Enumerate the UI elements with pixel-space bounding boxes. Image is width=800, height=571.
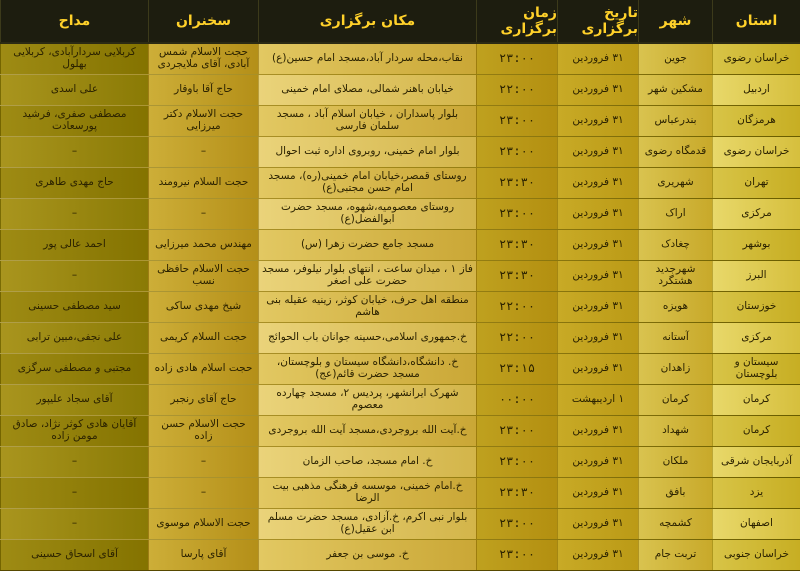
speaker-cell: – — [148, 478, 258, 508]
header-province: استان — [712, 0, 800, 42]
eulogist-cell: احمد عالی پور — [0, 230, 148, 260]
province-cell: هرمزگان — [712, 106, 800, 136]
speaker-cell: حاج آقای رنجبر — [148, 385, 258, 415]
eulogist-cell: – — [0, 478, 148, 508]
eulogist-cell: – — [0, 447, 148, 477]
header-speaker: سخنران — [148, 0, 258, 42]
table-row — [0, 137, 800, 168]
city-cell: شهریری — [638, 168, 712, 198]
place-cell: خ.جمهوری اسلامی،حسینه جوانان باب الحوائج — [258, 323, 476, 353]
city-cell: بندرعباس — [638, 106, 712, 136]
place-cell: مسجد جامع حضرت زهرا (س) — [258, 230, 476, 260]
table-row — [0, 44, 800, 75]
time-cell: ۲۳:۳۰ — [476, 261, 557, 291]
eulogist-cell: حاج مهدی طاهری — [0, 168, 148, 198]
header-time: زمان برگزاری — [476, 0, 557, 42]
speaker-cell: شیخ مهدی ساکی — [148, 292, 258, 322]
table-row — [0, 540, 800, 571]
date-cell: ۳۱ فروردین — [557, 106, 638, 136]
time-cell: ۲۳:۰۰ — [476, 106, 557, 136]
date-cell: ۳۱ فروردین — [557, 230, 638, 260]
time-cell: ۲۳:۰۰ — [476, 44, 557, 74]
city-cell: شهرجدید هشتگرد — [638, 261, 712, 291]
eulogist-cell: آقای اسحاق حسینی — [0, 540, 148, 570]
table-row — [0, 509, 800, 540]
date-cell: ۳۱ فروردین — [557, 323, 638, 353]
city-cell: قدمگاه رضوی — [638, 137, 712, 167]
speaker-cell: حجت الاسلام دکتر میرزایی — [148, 106, 258, 136]
province-cell: سیستان و بلوچستان — [712, 354, 800, 384]
date-cell: ۳۱ فروردین — [557, 75, 638, 105]
eulogist-cell: – — [0, 137, 148, 167]
city-cell: بافق — [638, 478, 712, 508]
time-cell: ۲۲:۰۰ — [476, 75, 557, 105]
city-cell: تربت جام — [638, 540, 712, 570]
speaker-cell: حجت الاسلام حسن زاده — [148, 416, 258, 446]
city-cell: اراک — [638, 199, 712, 229]
header-date: تاریخ برگزاری — [557, 0, 638, 42]
time-cell: ۲۲:۰۰ — [476, 292, 557, 322]
place-cell: خ. امام مسجد، صاحب الزمان — [258, 447, 476, 477]
speaker-cell: – — [148, 199, 258, 229]
place-cell: خ. موسی بن جعفر — [258, 540, 476, 570]
time-cell: ۲۳:۰۰ — [476, 540, 557, 570]
place-cell: خیابان باهنر شمالی، مصلای امام خمینی — [258, 75, 476, 105]
time-cell: ۲۳:۰۰ — [476, 509, 557, 539]
speaker-cell: حجت الاسلام شمس آبادی، آقای ملایجردی — [148, 44, 258, 74]
date-cell: ۳۱ فروردین — [557, 478, 638, 508]
place-cell: بلوار امام خمینی، روبروی اداره ثبت احوال — [258, 137, 476, 167]
table-row — [0, 168, 800, 199]
speaker-cell: – — [148, 137, 258, 167]
date-cell: ۳۱ فروردین — [557, 509, 638, 539]
date-cell: ۳۱ فروردین — [557, 354, 638, 384]
eulogist-cell: مصطفی صفری، فرشید پورسعادت — [0, 106, 148, 136]
place-cell: نقاب،محله سردار آباد،مسجد امام حسین(ع) — [258, 44, 476, 74]
date-cell: ۳۱ فروردین — [557, 292, 638, 322]
province-cell: بوشهر — [712, 230, 800, 260]
time-cell: ۲۳:۳۰ — [476, 168, 557, 198]
table-header — [0, 0, 800, 44]
city-cell: جوین — [638, 44, 712, 74]
table-row — [0, 323, 800, 354]
city-cell: شهداد — [638, 416, 712, 446]
eulogist-cell: کربلایی سردارآبادی، کربلایی بهلول — [0, 44, 148, 74]
place-cell: روستای معصومیه،شهوه، مسجد حضرت ابوالفضل(ع) — [258, 199, 476, 229]
time-cell: ۰۰:۰۰ — [476, 385, 557, 415]
speaker-cell: حجت اسلام هادی زاده — [148, 354, 258, 384]
eulogist-cell: آقای سجاد علیپور — [0, 385, 148, 415]
table-row — [0, 261, 800, 292]
date-cell: ۳۱ فروردین — [557, 261, 638, 291]
city-cell: زاهدان — [638, 354, 712, 384]
date-cell: ۳۱ فروردین — [557, 416, 638, 446]
header-eulogist: مداح — [0, 0, 148, 42]
province-cell: خراسان رضوی — [712, 137, 800, 167]
speaker-cell: آقای پارسا — [148, 540, 258, 570]
city-cell: آستانه — [638, 323, 712, 353]
city-cell: کرمان — [638, 385, 712, 415]
table-row — [0, 199, 800, 230]
place-cell: خ. دانشگاه،دانشگاه سیستان و بلوچستان، مسجد حضرت قائم(عج) — [258, 354, 476, 384]
table-row — [0, 478, 800, 509]
place-cell: روستای قمصر،خیابان امام خمینی(ره)، مسجد امام حسن مجتبی(ع) — [258, 168, 476, 198]
table-row — [0, 75, 800, 106]
date-cell: ۳۱ فروردین — [557, 137, 638, 167]
date-cell: ۳۱ فروردین — [557, 540, 638, 570]
time-cell: ۲۳:۰۰ — [476, 137, 557, 167]
city-cell: مشکین شهر — [638, 75, 712, 105]
eulogist-cell: – — [0, 199, 148, 229]
table-row — [0, 354, 800, 385]
province-cell: خراسان جنوبی — [712, 540, 800, 570]
table-row — [0, 385, 800, 416]
header-city: شهر — [638, 0, 712, 42]
province-cell: مرکزی — [712, 323, 800, 353]
time-cell: ۲۳:۱۵ — [476, 354, 557, 384]
date-cell: ۳۱ فروردین — [557, 168, 638, 198]
date-cell: ۱ اردیبهشت — [557, 385, 638, 415]
place-cell: خ.امام خمینی، موسسه فرهنگی مذهبی بیت الرضا — [258, 478, 476, 508]
speaker-cell: حجت الاسلام حافظی نسب — [148, 261, 258, 291]
date-cell: ۳۱ فروردین — [557, 199, 638, 229]
speaker-cell: حجت السلام نیرومند — [148, 168, 258, 198]
place-cell: خ.آیت الله بروجردی،مسجد آیت الله بروجردی — [258, 416, 476, 446]
table-row — [0, 447, 800, 478]
place-cell: فاز ۱ ، میدان ساعت ، انتهای بلوار نیلوفر، مسجد حضرت علی اصغر — [258, 261, 476, 291]
province-cell: خوزستان — [712, 292, 800, 322]
province-cell: کرمان — [712, 385, 800, 415]
table-row — [0, 106, 800, 137]
date-cell: ۳۱ فروردین — [557, 44, 638, 74]
speaker-cell: حجت الاسلام موسوی — [148, 509, 258, 539]
date-cell: ۳۱ فروردین — [557, 447, 638, 477]
eulogist-cell: آقایان هادی کوثر نژاد، صادق مومن زاده — [0, 416, 148, 446]
place-cell: بلوار نبی اکرم، خ.آزادی، مسجد حضرت مسلم ابن عقیل(ع) — [258, 509, 476, 539]
table-row — [0, 416, 800, 447]
province-cell: البرز — [712, 261, 800, 291]
place-cell: بلوار پاسداران ، خیابان اسلام آباد ، مسجد سلمان فارسی — [258, 106, 476, 136]
table-body — [0, 44, 800, 562]
province-cell: یزد — [712, 478, 800, 508]
time-cell: ۲۳:۰۰ — [476, 416, 557, 446]
city-cell: ملکان — [638, 447, 712, 477]
header-place: مکان برگزاری — [258, 0, 476, 42]
time-cell: ۲۳:۳۰ — [476, 230, 557, 260]
eulogist-cell: سید مصطفی حسینی — [0, 292, 148, 322]
eulogist-cell: – — [0, 509, 148, 539]
province-cell: مرکزی — [712, 199, 800, 229]
province-cell: آذربایجان شرقی — [712, 447, 800, 477]
city-cell: کشمچه — [638, 509, 712, 539]
province-cell: کرمان — [712, 416, 800, 446]
place-cell: شهرک ایرانشهر، پردیس ۲، مسجد چهارده معصوم — [258, 385, 476, 415]
eulogist-cell: – — [0, 261, 148, 291]
time-cell: ۲۳:۰۰ — [476, 447, 557, 477]
eulogist-cell: مجتبی و مصطفی سرگزی — [0, 354, 148, 384]
province-cell: تهران — [712, 168, 800, 198]
eulogist-cell: علی اسدی — [0, 75, 148, 105]
time-cell: ۲۳:۳۰ — [476, 478, 557, 508]
time-cell: ۲۳:۰۰ — [476, 199, 557, 229]
speaker-cell: – — [148, 447, 258, 477]
eulogist-cell: علی نجفی،مبین ترابی — [0, 323, 148, 353]
time-cell: ۲۲:۰۰ — [476, 323, 557, 353]
province-cell: اصفهان — [712, 509, 800, 539]
speaker-cell: حاج آقا باوقار — [148, 75, 258, 105]
city-cell: چغادک — [638, 230, 712, 260]
place-cell: منطقه اهل حرف، خیابان کوثر، زینیه عقیله بنی هاشم — [258, 292, 476, 322]
city-cell: هویزه — [638, 292, 712, 322]
province-cell: خراسان رضوی — [712, 44, 800, 74]
table-row — [0, 230, 800, 261]
table-row — [0, 292, 800, 323]
province-cell: اردبیل — [712, 75, 800, 105]
speaker-cell: مهندس محمد میرزایی — [148, 230, 258, 260]
speaker-cell: حجت السلام کریمی — [148, 323, 258, 353]
